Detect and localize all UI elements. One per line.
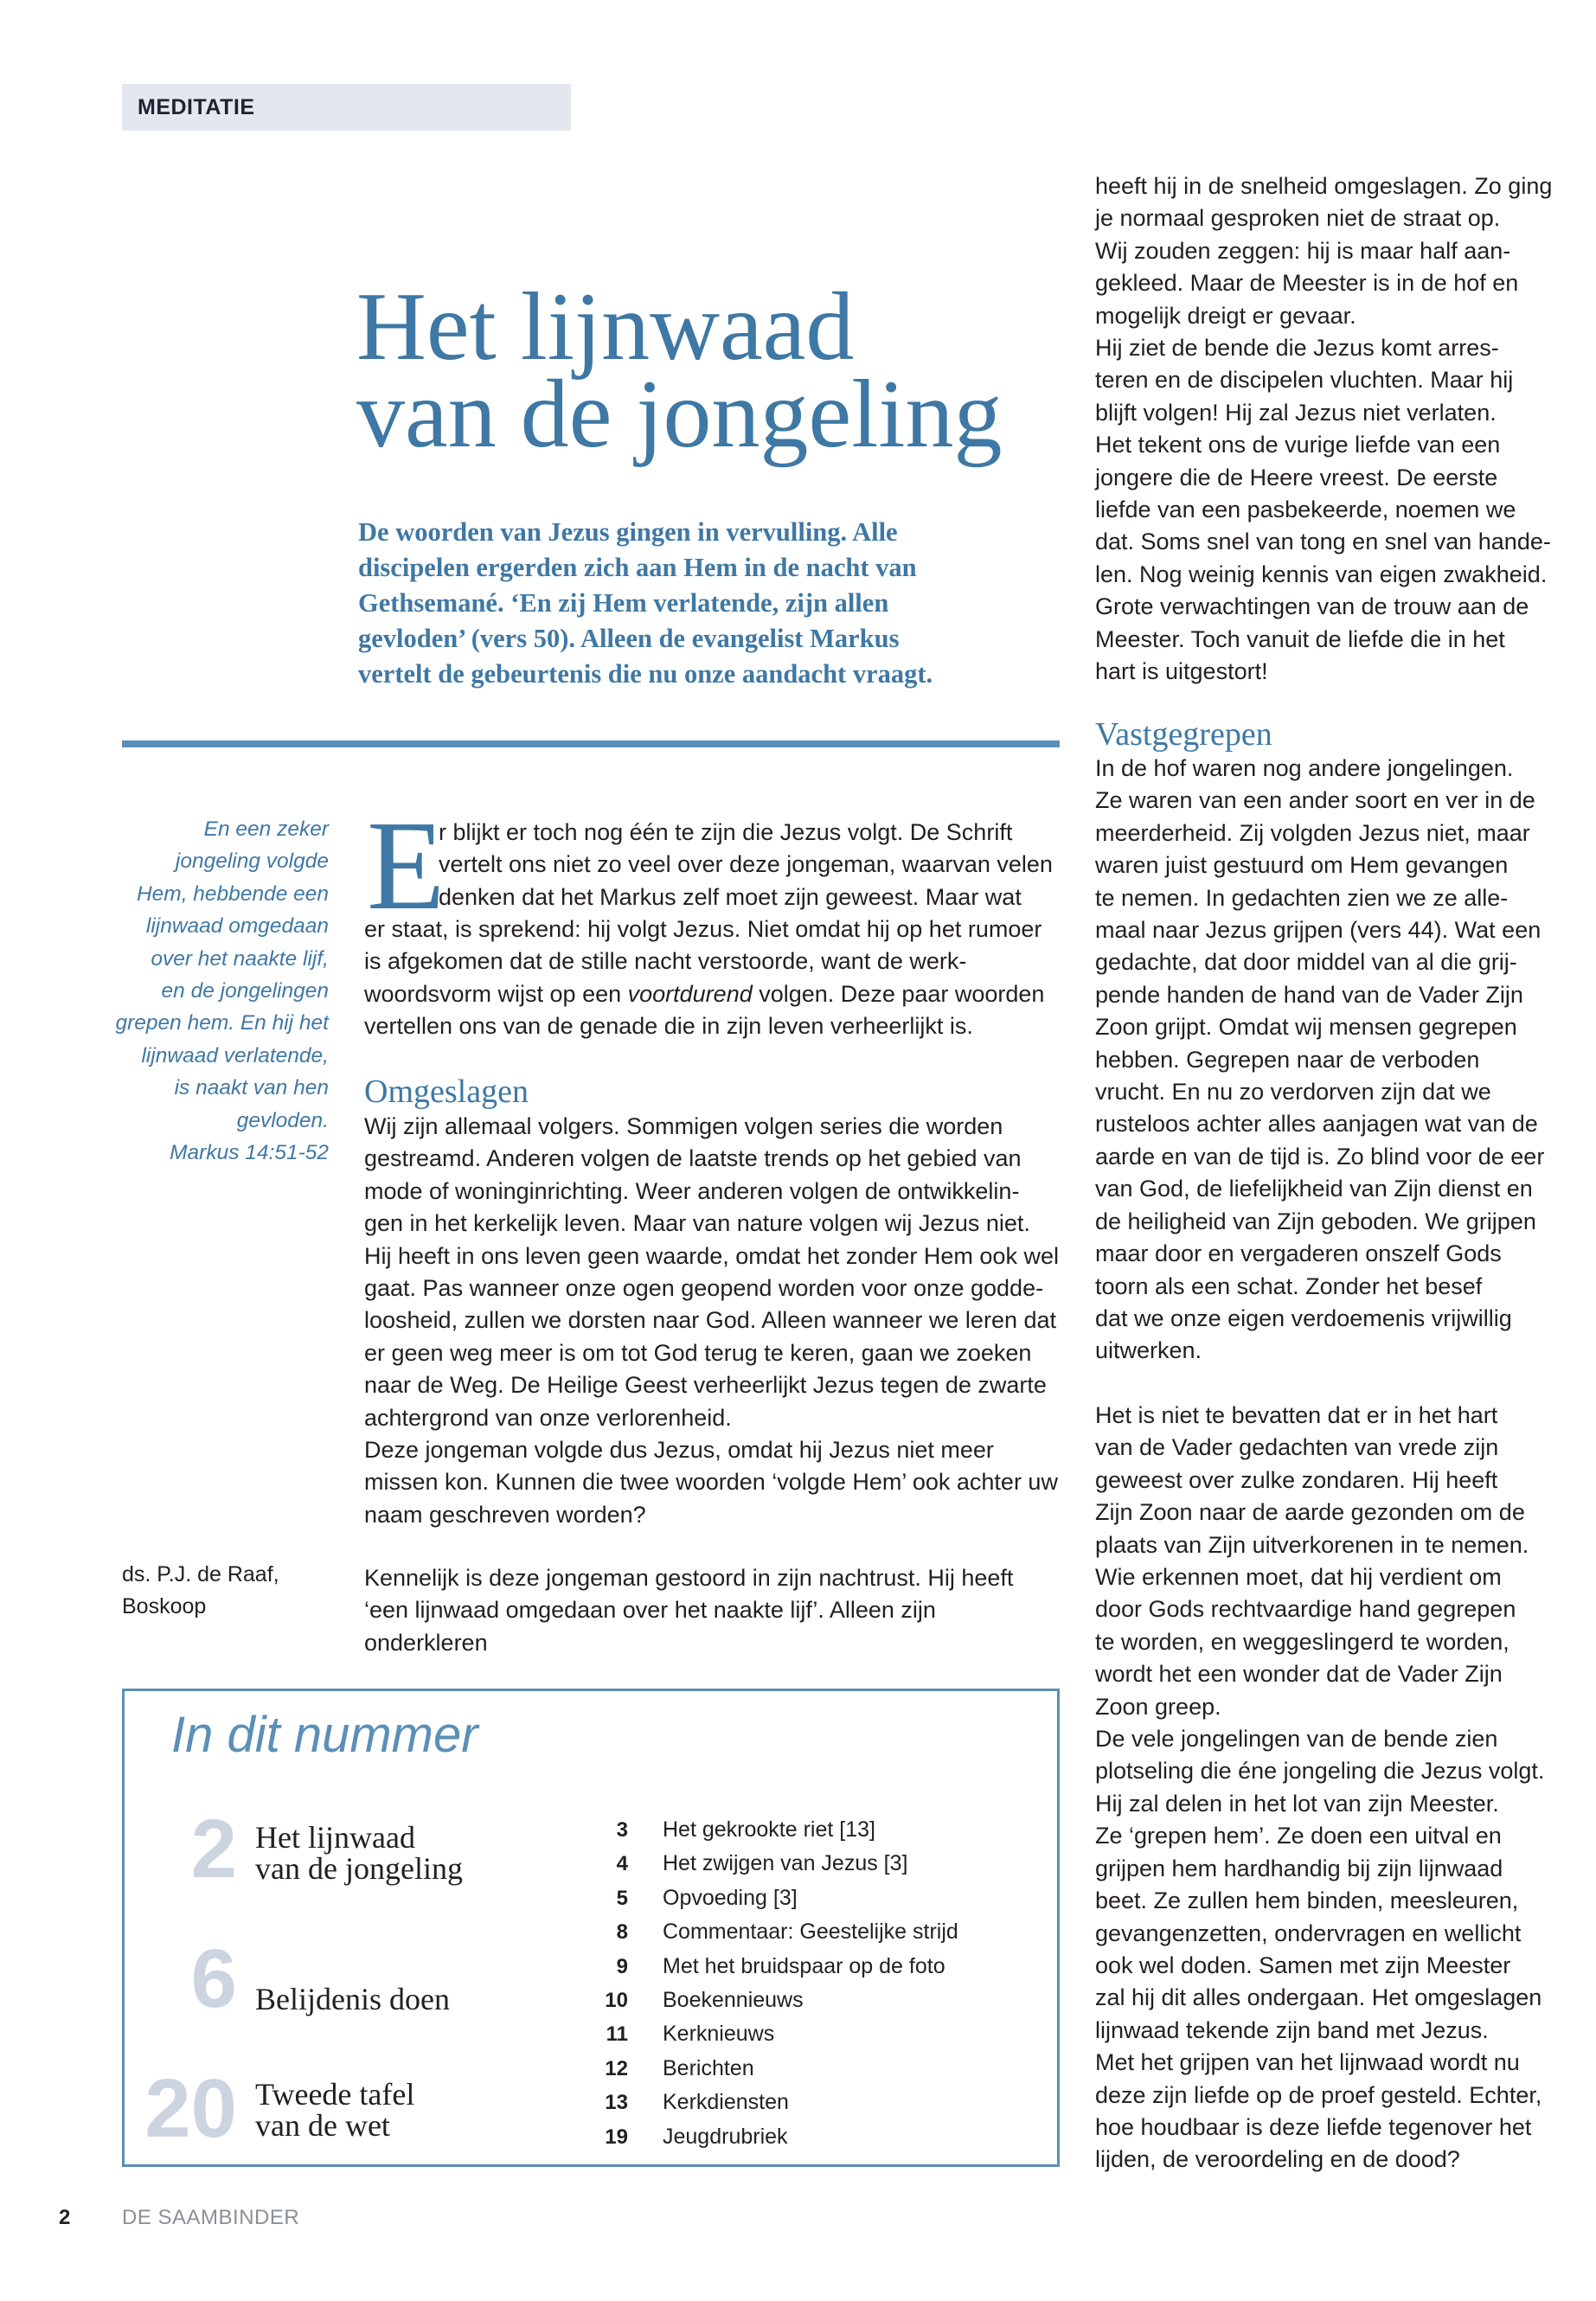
footer-page-number: 2 — [59, 2206, 71, 2229]
paragraph-2: Wij zijn allemaal volgers. Sommigen volgen series die worden gestreamd. Anderen volgen de laatste trends op het gebied van mode of woninginrichting. Weer anderen volgen de ontwikkelin- gen in het kerkelijk leven. Maar van nature volgen wij Jezus niet. Hij heeft in ons leven geen waarde, omdat het zonder Hem ook wel gaat. Pas wanneer onze ogen geopend worden voor onze godde- loosheid, zullen we dorsten naar God. Alleen wanneer we leren dat er geen weg meer is om tot God terug te keren, gaan we zoeken naar de Weg. De Heilige Geest verheerlijkt Jezus tegen de zwarte achtergrond van onze verlorenheid. Deze jongeman volgde dus Jezus, omdat hij Jezus niet meer missen kon. Kunnen die twee woorden ‘volgde Hem’ ook achter uw naam geschreven worden? — [364, 1113, 1059, 1528]
footer-magazine-name: DE SAAMBINDER — [122, 2206, 300, 2229]
featured-page-number: 6 — [190, 1932, 237, 2025]
toc-page-number: 11 — [606, 2022, 628, 2047]
toc-item-title: Het zwijgen van Jezus [3] — [663, 1851, 908, 1876]
toc-page-number: 5 — [616, 1886, 628, 1910]
right-column-top: heeft hij in de snelheid omgeslagen. Zo ging je normaal gesproken niet de straat op. Wij zouden zeggen: hij is maar half aan- gekleed. Maar de Meester is in de hof en mogelijk dreigt er gevaar. Hij ziet de bende die Jezus komt arres- teren en de discipelen vluchten. Maar hij blijft volgen! Hij zal Jezus niet verlaten. Het tekent ons de vurige liefde van een jongere die de Heere vreest. De eerste liefde van een pasbekeerde, noemen we dat. Soms snel van tong en snel van hande- len. Nog weinig kennis van eigen zwakheid. Grote verwachtingen van de trouw aan de Meester. Toch vanuit de liefde die in het hart is uitgestort! — [1095, 173, 1553, 685]
paragraph-3: Kennelijk is deze jongeman gestoord in zijn nachtrust. Hij heeft ‘een lijnwaad omgedaan over het naakte lijf’. Alleen zijn onderkleren — [364, 1565, 1014, 1656]
title-line-1: Het lijnwaad — [356, 273, 855, 381]
toc-page-number: 8 — [616, 1920, 628, 1945]
section-label: MEDITATIE — [122, 84, 571, 131]
toc-item-title: Boekennieuws — [663, 1987, 804, 2012]
featured-page-number: 2 — [190, 1803, 237, 1895]
toc-heading: In dit nummer — [171, 1707, 478, 1763]
right-column-middle: In de hof waren nog andere jongelingen. Ze waren van een ander soort en ver in de meerderheid. Zij volgden Jezus niet, maar waren juist gestuurd om Hem gevangen te nemen. In gedachten zien we ze alle- maal naar Jezus grijpen (vers 44). Wat een gedachte, dat door middel van al die grij- pende handen de hand van de Vader Zijn Zoon grijpt. Omdat wij mensen gegrepen hebben. Gegrepen naar de verboden vrucht. En nu zo verdorven zijn dat we rusteloos achter alles aanjagen wat van de aarde en van de tijd is. Zo blind voor de eer van God, de liefelijkheid van Zijn dienst en de heiligheid van Zijn geboden. We grijpen maar door en vergaderen onszelf Gods toorn als een schat. Zonder het besef dat we onze eigen verdoemenis vrijwillig uitwerken. — [1095, 755, 1545, 1364]
emphasis-voortdurend: voortdurend — [627, 980, 753, 1007]
toc-item-title: Opvoeding [3] — [663, 1885, 798, 1910]
scripture-quote: En een zeker jongeling volgde Hem, hebbende een lijnwaad omgedaan over het naakte lijf, en de jongelingen grepen hem. En hij het lijnwaad verlatende, is naakt van hen gevloden. Markus 14:51-52 — [115, 817, 329, 1165]
toc-page-number: 10 — [605, 1988, 628, 2012]
toc-page-number: 9 — [616, 1954, 628, 1978]
toc-item-title: Het gekrookte riet [13] — [663, 1817, 875, 1842]
toc-item-title: Kerknieuws — [663, 2022, 775, 2047]
toc-page-number: 3 — [616, 1818, 628, 1842]
paragraph-1-rest: er staat, is sprekend: hij volgt Jezus. Niet omdat hij op het rumoer is afgekomen dat de stille nacht verstoorde, want de werk- woordsvorm wijst op een voortdurend volgen. Deze paar woorden vertellen ons van de genade die in zijn leven verheerlijkt is. — [364, 916, 1045, 1040]
article-title — [356, 273, 1083, 468]
author-byline: ds. P.J. de Raaf, Boskoop — [122, 1562, 279, 1619]
intro-text: De woorden van Jezus gingen in vervulling. Alle discipelen ergerden zich aan Hem in de nacht van Gethsemané. ‘En zij Hem verlatende, zijn allen gevloden’ (vers 50). Alleen de evangelist Markus vertelt de gebeurtenis die nu onze aandacht vraagt. — [358, 517, 933, 689]
toc-item-title: Commentaar: Geestelijke strijd — [663, 1920, 958, 1945]
featured-page-number: 20 — [144, 2062, 237, 2155]
paragraph-1-top: r blijkt er toch nog één te zijn die Jezus volgt. De Schrift vertelt ons niet zo veel over deze jongeman, waarvan velen denken dat het Markus zelf moet zijn geweest. Maar wat — [439, 819, 1053, 910]
right-column-bottom: Het is niet te bevatten dat er in het hart van de Vader gedachten van vrede zijn geweest over zulke zondaren. Hij heeft Zijn Zoon naar de aarde gezonden om de plaats van Zijn uitverkorenen in te nemen. Wie erkennen moet, dat hij verdient om door Gods rechtvaardige hand gegrepen te worden, en weggeslingerd te worden, wordt het een wonder dat de Vader Zijn Zoon greep. De vele jongelingen van de bende zien plotseling die éne jongeling die Jezus volgt. Hij zal delen in het lot van zijn Meester. Ze ‘grepen hem’. Ze doen een uitval en grijpen hem hardhandig bij zijn lijnwaad beet. Ze zullen hem binden, meesleuren, gevangenzetten, ondervragen en wellicht ook wel doden. Samen met zijn Meester zal hij dit alles ondergaan. Het omgeslagen lijnwaad tekende zijn band met Jezus. Met het grijpen van het lijnwaad wordt nu deze zijn liefde op de proef gesteld. Echter, hoe houdbaar is deze liefde tegenover het lijden, de veroordeling en de dood? — [1095, 1402, 1545, 2173]
featured-title[interactable]: Het lijnwaad van de jongeling — [255, 1820, 463, 1886]
toc-item-title: Met het bruidspaar op de foto — [663, 1953, 945, 1978]
toc-item-title: Berichten — [663, 2055, 754, 2080]
featured-title[interactable]: Tweede tafel van de wet — [255, 2077, 415, 2143]
toc-page-number: 12 — [605, 2056, 628, 2080]
title-line-2: van de jongeling — [356, 360, 1003, 468]
toc-item-title: Kerkdiensten — [663, 2090, 789, 2115]
drop-cap: E — [367, 795, 445, 937]
subheading-omgeslagen: Omgeslagen — [364, 1074, 529, 1110]
header-divider — [122, 740, 1060, 747]
featured-title[interactable]: Belijdenis doen — [255, 1982, 450, 2016]
toc-page-number: 4 — [616, 1852, 628, 1876]
subheading-vastgegrepen: Vastgegrepen — [1095, 716, 1272, 753]
toc-item-title: Jeugdrubriek — [663, 2124, 788, 2149]
toc-page-number: 13 — [605, 2091, 628, 2115]
toc-page-number: 19 — [605, 2125, 628, 2149]
